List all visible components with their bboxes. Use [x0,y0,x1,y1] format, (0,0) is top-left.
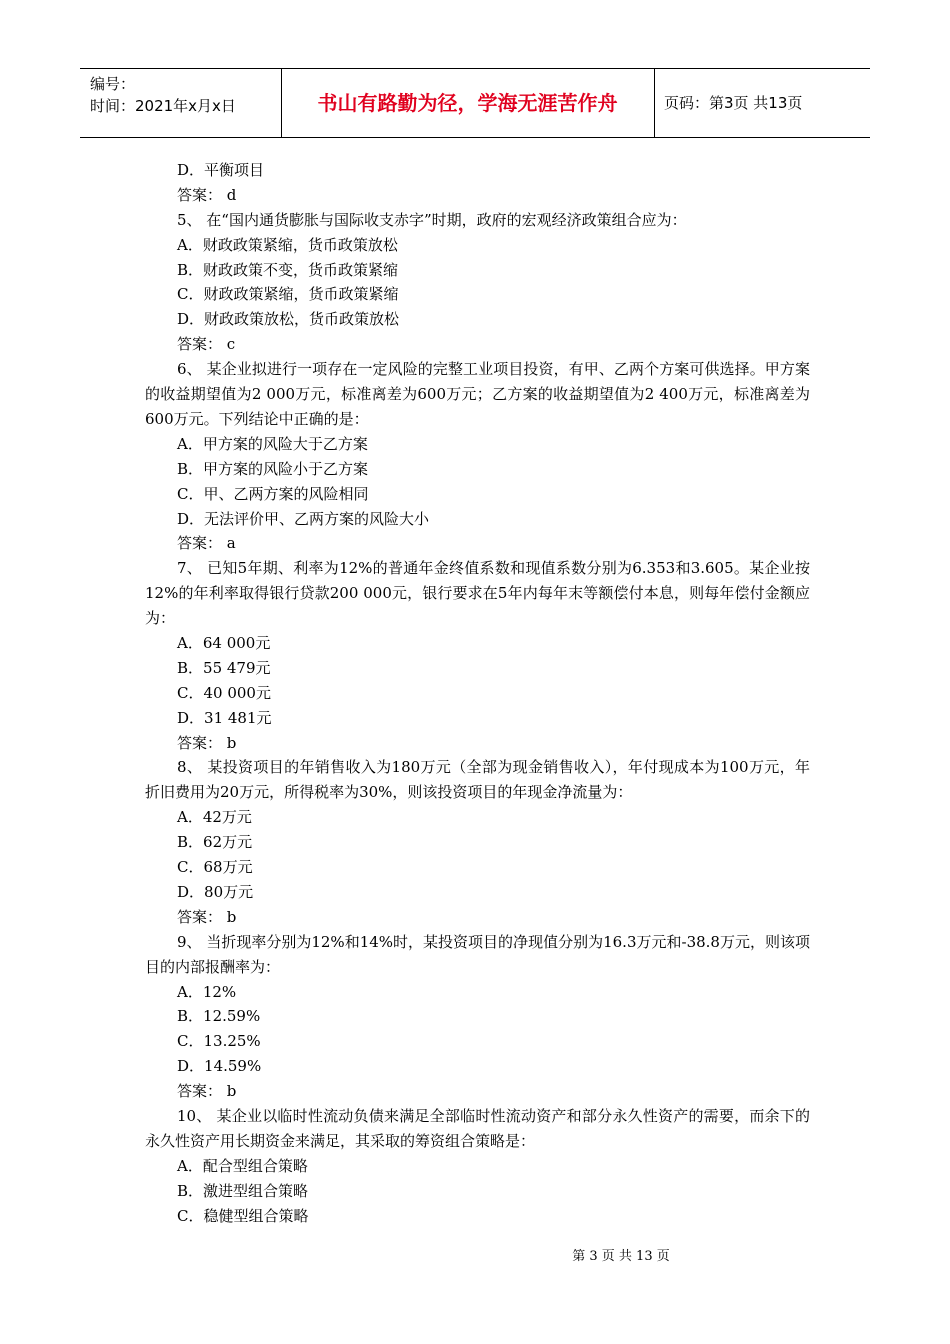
text-line: B．财政政策不变，货币政策紧缩 [177,260,399,279]
text-line: A．配合型组合策略 [177,1156,308,1175]
number-label: 编号： [90,75,136,93]
text-line: 答案： b [177,1082,237,1101]
document-header [80,68,870,138]
text-line: D．平衡项目 [177,161,265,179]
text-line: A．12% [177,982,237,1001]
time-label: 时间：2021年x月x日 [90,97,236,115]
text-line: B．55 479元 [177,658,271,677]
header-motto: 书山有路勤为径，学海无涯苦作舟 [317,91,618,115]
header-left-cell [90,73,236,117]
text-line: D．80万元 [177,882,254,901]
text-line: C．68万元 [177,858,253,877]
question-paragraph: 10、 某企业以临时性流动负债来满足全部临时性流动资产和部分永久性资产的需要，而余下的永久性资产用长期资金来满足，其采取的筹资组合策略是： [145,1107,810,1150]
text-line: B．62万元 [177,833,253,852]
question-paragraph: 6、 某企业拟进行一项存在一定风险的完整工业项目投资，有甲、乙两个方案可供选择。甲方案的收益期望值为2 000万元，标准离差为600万元；乙方案的收益期望值为2 400万元，标准离差为600万元。下列结论中正确的是： [145,360,810,428]
text-line: 5、 在“国内通货膨胀与国际收支赤字”时期，政府的宏观经济政策组合应为： [177,210,687,229]
page-footer [0,1245,950,1264]
text-line: A．42万元 [177,808,252,827]
text-line: C．稳健型组合策略 [177,1206,309,1225]
footer-page-number: 第 3 页 共 13 页 [572,1249,670,1264]
text-line: 答案： a [177,534,236,553]
text-line: B．12.59% [177,1007,261,1026]
text-line: A．财政政策紧缩，货币政策放松 [177,235,398,254]
text-line: B．甲方案的风险小于乙方案 [177,459,369,478]
text-line: A．甲方案的风险大于乙方案 [177,434,368,453]
question-paragraph: 7、 已知5年期、利率为12%的普通年金终值系数和现值系数分别为6.353和3.605。某企业按12%的年利率取得银行贷款200 000元，银行要求在5年内每年末等额偿付本息，则每年偿付金额应为： [145,559,810,628]
question-paragraph: 8、 某投资项目的年销售收入为180万元（全部为现金销售收入），年付现成本为100万元，年折旧费用为20万元，所得税率为30%，则该投资项目的年现金净流量为： [145,758,810,802]
text-line: C．甲、乙两方案的风险相同 [177,484,369,503]
text-line: D．31 481元 [177,708,272,727]
text-line: 答案： b [177,907,237,926]
text-line: 答案： d [177,185,237,204]
text-line: C．财政政策紧缩，货币政策紧缩 [177,285,399,304]
text-line: 答案： c [177,335,236,354]
header-page-info: 页码：第3页 共13页 [664,94,803,112]
document-body [145,158,810,1228]
text-line: D．14.59% [177,1057,262,1076]
text-line: 答案： b [177,733,237,752]
text-line: D．财政政策放松，货币政策放松 [177,310,400,329]
text-line: D．无法评价甲、乙两方案的风险大小 [177,509,430,528]
text-line: C．40 000元 [177,683,271,702]
text-line: C．13.25% [177,1032,261,1051]
text-line: A．64 000元 [177,634,271,653]
question-paragraph: 9、 当折现率分别为12%和14%时，某投资项目的净现值分别为16.3万元和-38.8万元，则该项目的内部报酬率为： [145,932,810,976]
header-divider [654,69,655,137]
text-line: B．激进型组合策略 [177,1181,309,1200]
